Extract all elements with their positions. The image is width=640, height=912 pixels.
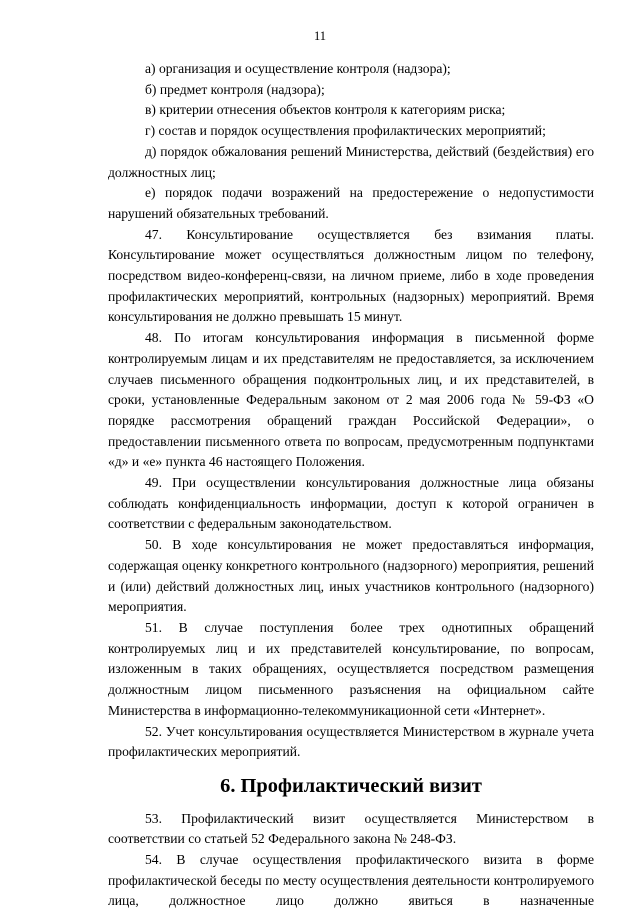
paragraph-49: 49. При осуществлении консультирования должностные лица обязаны соблюдать конфиденциальность информации, доступ к которой ограничен в соответствии с федеральным законодательством.: [108, 475, 594, 532]
list-item-a: а) организация и осуществление контроля (надзора);: [145, 61, 451, 76]
document-body: [108, 59, 594, 912]
paragraph-54: 54. В случае осуществления профилактического визита в форме профилактической беседы по месту осуществления деятельности контролируемого лица, должностное лицо должно явиться в назначенные: [108, 852, 594, 909]
list-item-b: б) предмет контроля (надзора);: [145, 81, 325, 97]
paragraph-51: 51. В случае поступления более трех однотипных обращений контролируемых лиц и их представителей консультирование, по вопросам, изложенным в таких обращениях, осуществляется посредством размещения должностным лицом письменного разъяснения на официальном сайте Министерства в информационно-телекоммуникационной сети «Интернет».: [108, 619, 594, 718]
paragraph-48: 48. По итогам консультирования информация в письменной форме контролируемым лицам и их представителям не предоставляется, за исключением случаев письменного обращения подконтрольных лиц, и их представителей, в сроки, установленные Федеральным законом от 2 мая 2006 года № 59-ФЗ «О порядке рассмотрения обращений граждан Российской Федерации», о предоставлении письменного ответа по вопросам, предусмотренным подпунктами «д» и «е» пункта 46 настоящего Положения.: [108, 330, 594, 470]
paragraph-53: 53. Профилактический визит осуществляется Министерством в соответствии со статьей 52 Федерального закона № 248-ФЗ.: [108, 810, 594, 847]
list-item-g: г) состав и порядок осуществления профилактических мероприятий;: [145, 123, 546, 139]
page-number: 11: [313, 29, 327, 43]
paragraph-50: 50. В ходе консультирования не может предоставляться информация, содержащая оценку конкретного контрольного (надзорного) мероприятия, решений и (или) действий должностных лиц, иных участников контрольного (надзорного) мероприятия.: [108, 537, 594, 615]
list-item-d: д) порядок обжалования решений Министерства, действий (бездействия) его должностных лиц;: [108, 143, 594, 180]
section-heading: 6. Профилактический визит: [220, 774, 482, 797]
list-item-v: в) критерии отнесения объектов контроля к категориям риска;: [145, 102, 506, 118]
list-item-e: е) порядок подачи возражений на предостережение о недопустимости нарушений обязательных требований.: [108, 185, 594, 221]
paragraph-47: 47. Консультирование осуществляется без взимания платы. Консультирование может осуществляться должностным лицом по телефону, посредством видео-конференц-связи, на личном приеме, либо в ходе проведения профилактических мероприятий, контрольных (надзорных) мероприятий. Время консультирования не должно превышать 15 минут.: [108, 226, 594, 325]
paragraph-52: 52. Учет консультирования осуществляется Министерством в журнале учета профилактических мероприятий.: [108, 723, 594, 760]
